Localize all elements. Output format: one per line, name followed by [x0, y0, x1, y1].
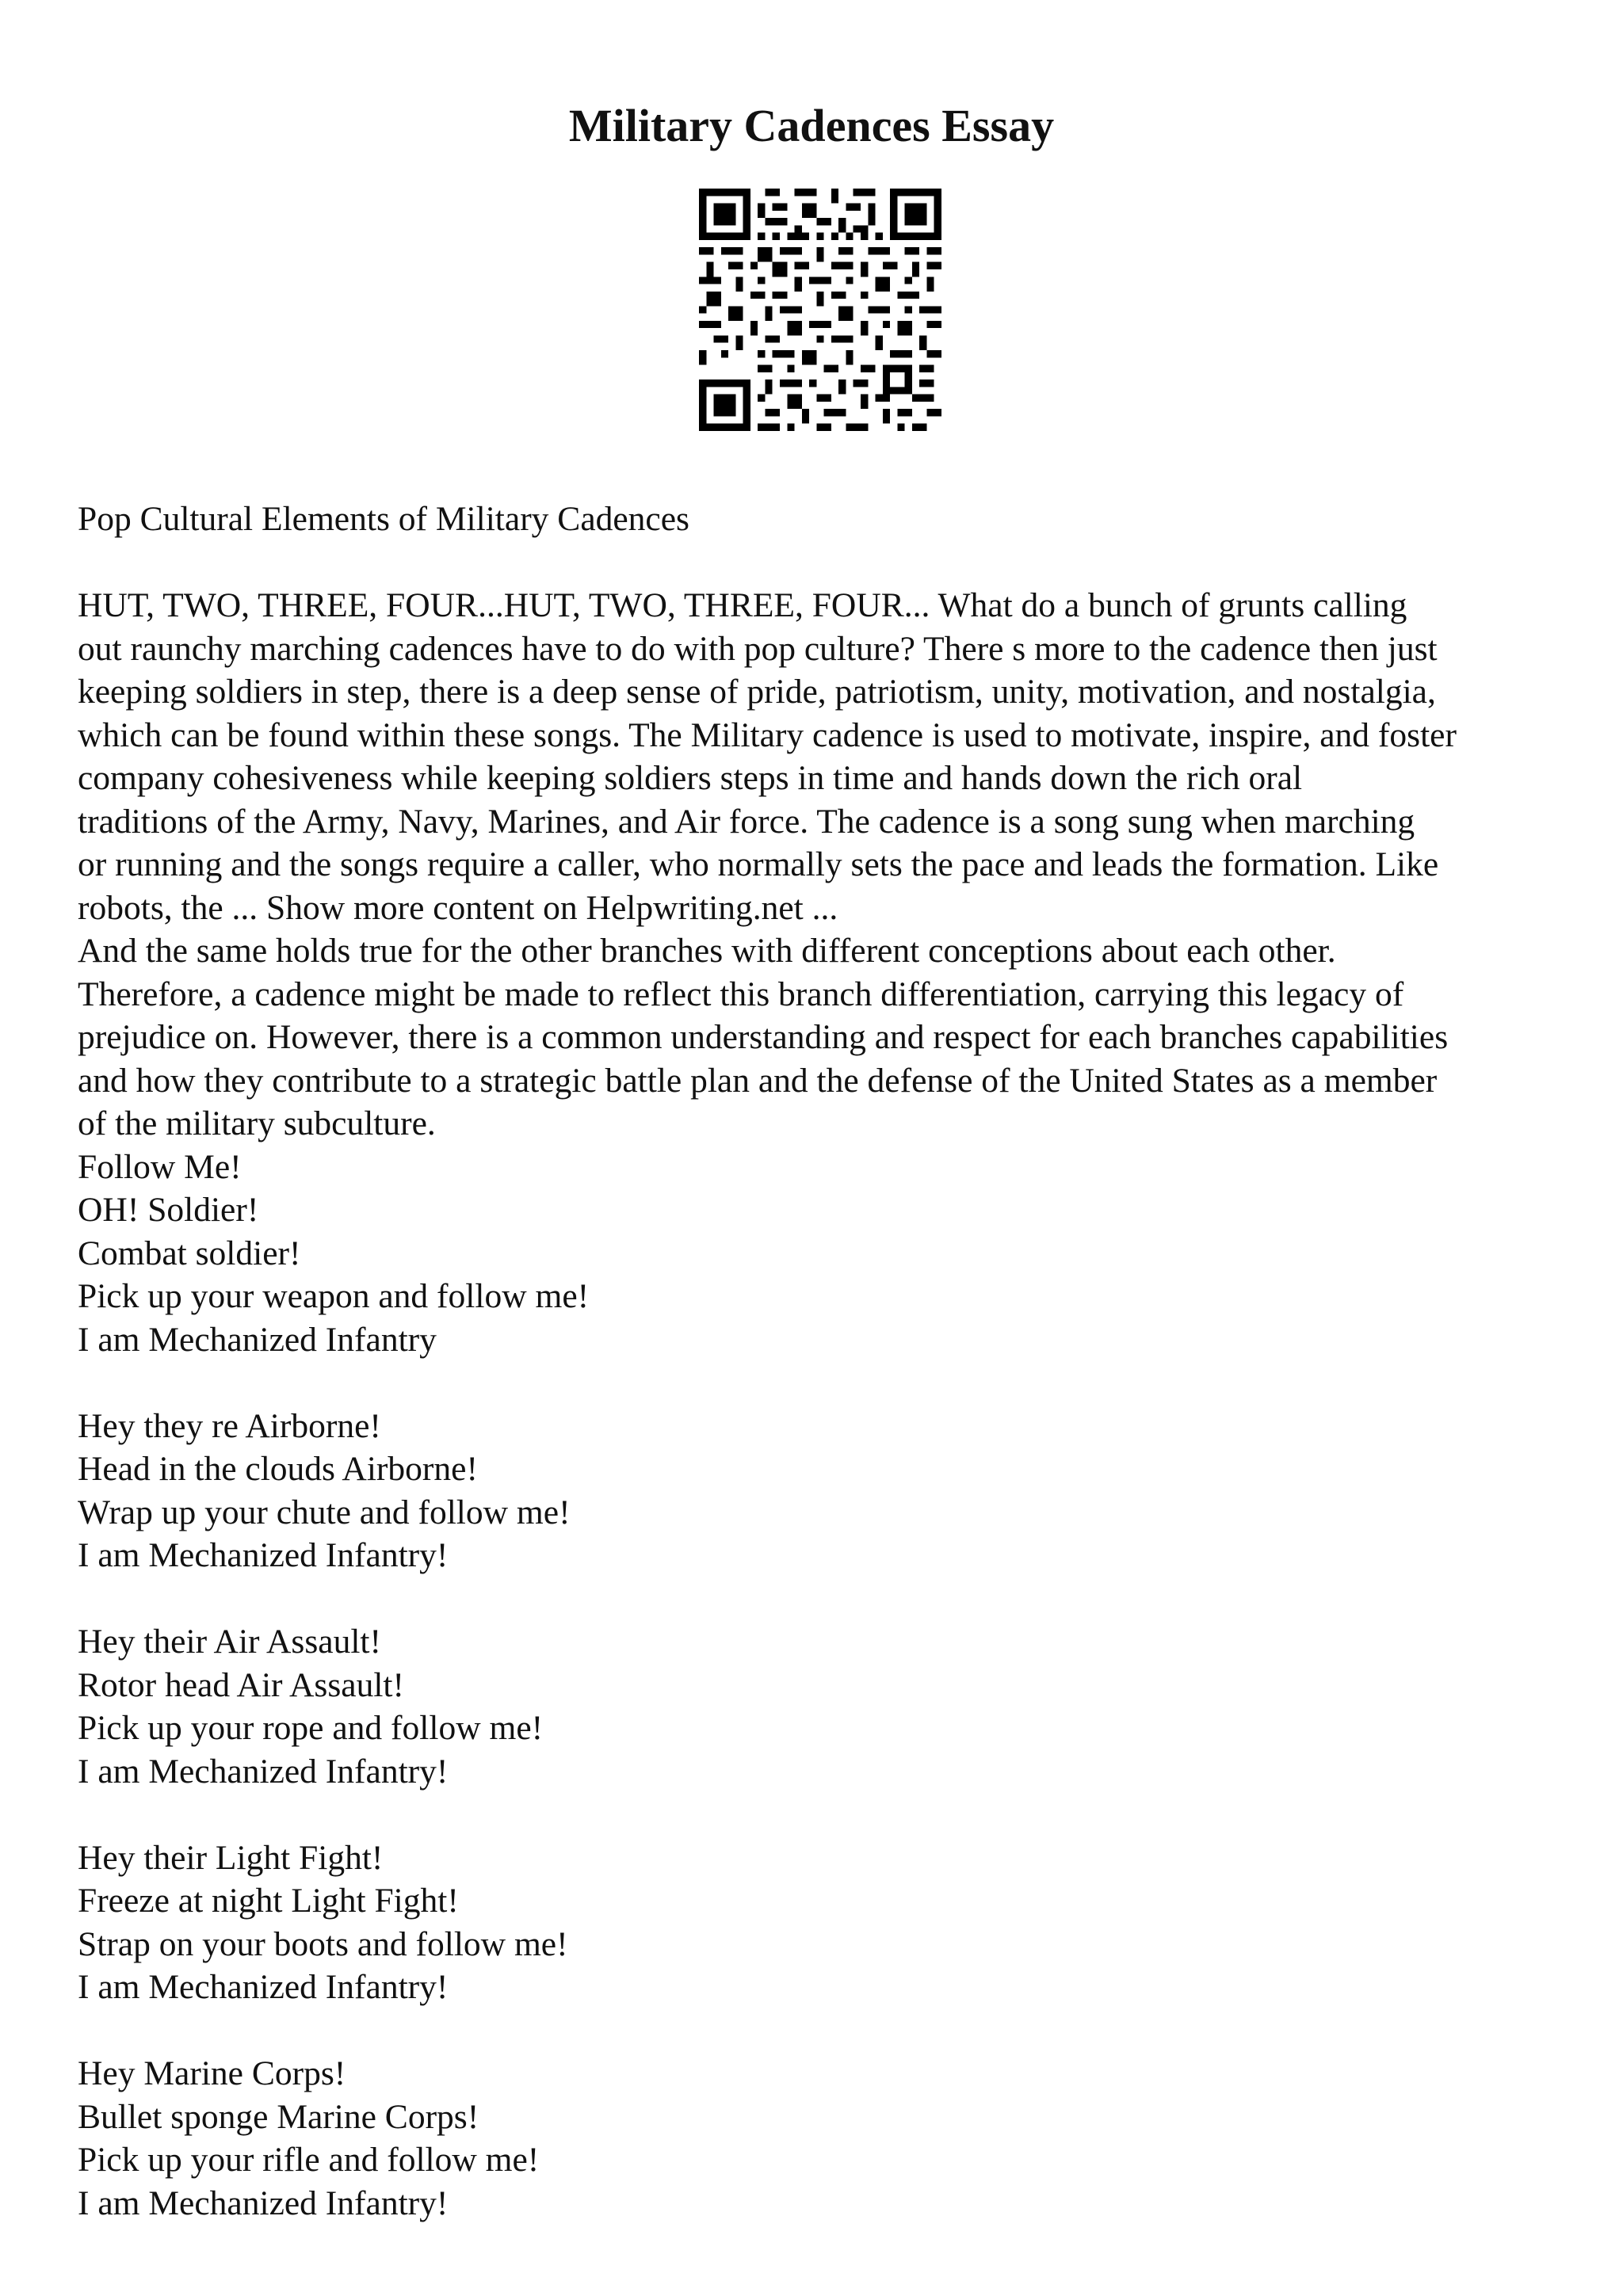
paragraph-line: or running and the songs require a caller, who normally sets the pace and leads the formation. Like: [78, 845, 1439, 883]
cadence-line: Wrap up your chute and follow me!: [78, 1493, 571, 1531]
cadence-line: Pick up your rifle and follow me!: [78, 2141, 540, 2179]
paragraph-line: which can be found within these songs. The Military cadence is used to motivate, inspire, and foster: [78, 715, 1457, 754]
cadence-line: I am Mechanized Infantry: [78, 1320, 437, 1359]
paragraph-line: Therefore, a cadence might be made to reflect this branch differentiation, carrying this legacy of: [78, 974, 1404, 1013]
cadence-line: Rotor head Air Assault!: [78, 1665, 404, 1704]
cadence-line: Head in the clouds Airborne!: [78, 1450, 478, 1488]
cadence-line: I am Mechanized Infantry!: [78, 1968, 449, 2006]
cadence-line: Bullet sponge Marine Corps!: [78, 2097, 479, 2136]
paragraph-line: prejudice on. However, there is a common understanding and respect for each branches capabilities: [78, 1018, 1449, 1056]
cadence-line: OH! Soldier!: [78, 1191, 259, 1229]
cadence-line: I am Mechanized Infantry!: [78, 1752, 449, 1791]
paragraph-line: HUT, TWO, THREE, FOUR...HUT, TWO, THREE, FOUR... What do a bunch of grunts calling: [78, 586, 1407, 624]
intro-paragraph: [78, 584, 1568, 929]
cadence-line: Combat soldier!: [78, 1234, 301, 1272]
branches-paragraph: [78, 929, 1568, 1146]
cadence-line: Hey their Air Assault!: [78, 1623, 381, 1661]
paragraph-line: traditions of the Army, Navy, Marines, and Air force. The cadence is a song sung when marching: [78, 802, 1415, 841]
essay-subtitle: Pop Cultural Elements of Military Cadences: [78, 500, 689, 538]
cadence-line: Pick up your weapon and follow me!: [78, 1277, 590, 1315]
paragraph-line: robots, the ... Show more content on Helpwriting.net ...: [78, 888, 838, 927]
essay-body: [78, 498, 1568, 2225]
cadence-stanza: [78, 1836, 1568, 2009]
qr-code-icon: [699, 189, 941, 431]
cadence-line: Hey their Light Fight!: [78, 1838, 384, 1877]
cadence-line: Pick up your rope and follow me!: [78, 1709, 544, 1747]
paragraph-line: And the same holds true for the other branches with different conceptions about each other.: [78, 932, 1336, 970]
paragraph-line: out raunchy marching cadences have to do with pop culture? There s more to the cadence then just: [78, 629, 1438, 668]
cadence-line: I am Mechanized Infantry!: [78, 1536, 449, 1574]
paragraph-line: company cohesiveness while keeping soldiers steps in time and hands down the rich oral: [78, 759, 1303, 797]
cadence-line: Hey they re Airborne!: [78, 1406, 381, 1445]
cadence-line: I am Mechanized Infantry!: [78, 2183, 449, 2222]
cadence-stanza: [78, 1620, 1568, 1793]
cadence-stanza: [78, 1146, 1568, 1362]
cadence-stanza: [78, 1405, 1568, 1577]
cadence-stanza: [78, 2052, 1568, 2225]
paragraph-line: and how they contribute to a strategic battle plan and the defense of the United States as a member: [78, 1061, 1438, 1100]
paragraph-line: of the military subculture.: [78, 1104, 436, 1142]
cadence-line: Strap on your boots and follow me!: [78, 1924, 568, 1963]
cadence-line: Hey Marine Corps!: [78, 2054, 346, 2092]
cadence-line: Freeze at night Light Fight!: [78, 1882, 459, 1920]
paragraph-line: keeping soldiers in step, there is a deep sense of pride, patriotism, unity, motivation, and nostalgia,: [78, 673, 1436, 711]
page-title: Military Cadences Essay: [568, 100, 1055, 151]
cadence-line: Follow Me!: [78, 1147, 242, 1186]
